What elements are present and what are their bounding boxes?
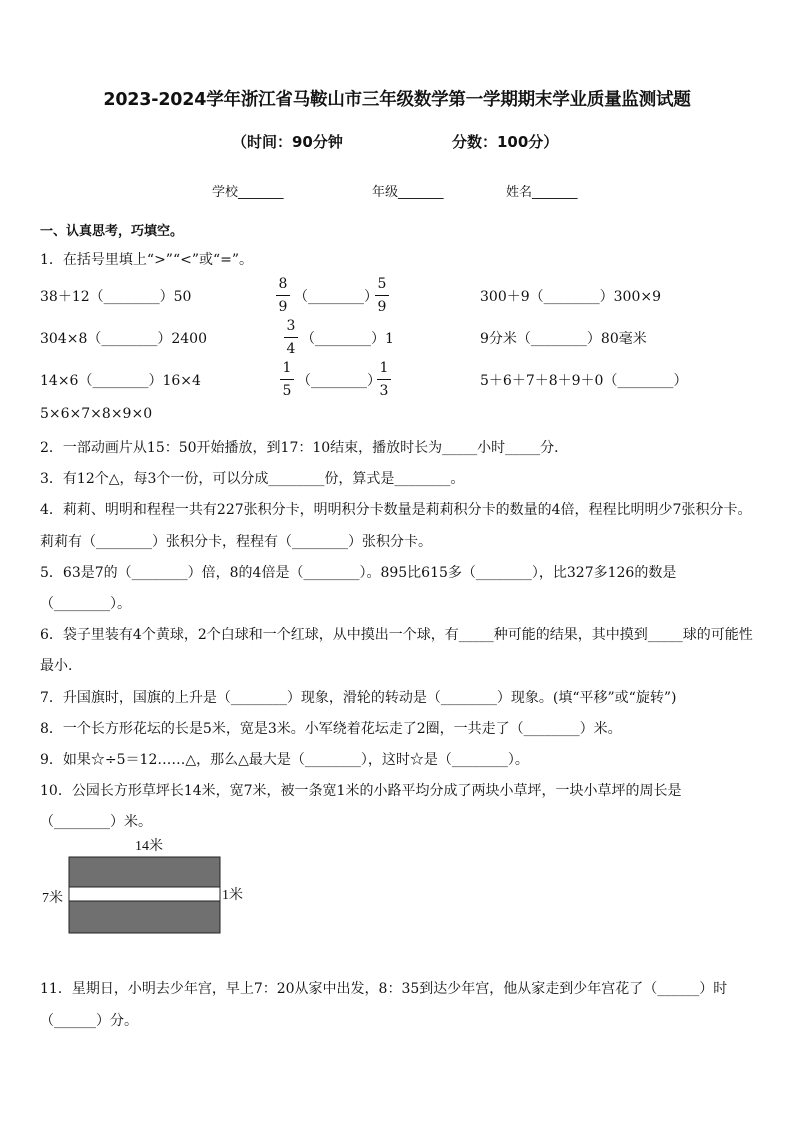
- fraction-bar: [284, 337, 298, 338]
- fraction: [280, 358, 294, 401]
- lawn-diagram: [40, 836, 260, 936]
- path-width-label: 1米: [222, 888, 243, 903]
- q1-stem: 1．在括号里填上“>”“<”或“=”。: [40, 252, 254, 268]
- question-2: 2．一部动画片从15：50开始播放，到17：10结束，播放时长为_____小时_____分．: [40, 440, 569, 456]
- q1-r3c1: 14×6（________）16×4: [40, 373, 201, 389]
- question-4-line1: 4．莉莉、明明和程程一共有227张积分卡，明明积分卡数量是莉莉积分卡的数量的4倍，程程比明明少7张积分卡。: [40, 502, 752, 518]
- fraction-bar: [280, 379, 294, 380]
- fraction: [276, 274, 290, 317]
- q1-r3c3: 5＋6＋7＋8＋9＋0（________）: [480, 373, 688, 389]
- question-4-line2: 莉莉有（________）张积分卡，程程有（________）张积分卡。: [40, 534, 432, 550]
- compare-blank: （________）: [297, 373, 381, 389]
- denominator: 9: [377, 299, 387, 315]
- denominator: 5: [282, 383, 292, 399]
- question-10-line2: （________）米。: [40, 814, 152, 830]
- name-field: 姓名_______: [506, 185, 578, 200]
- question-8: 8．一个长方形花坛的长是5米，宽是3米。小军绕着花坛走了2圈，一共走了（________）米。: [40, 721, 622, 737]
- q1-r4: 5×6×7×8×9×0: [40, 406, 153, 422]
- denominator: 9: [278, 299, 288, 315]
- fraction-bar: [377, 379, 391, 380]
- fraction: [375, 274, 389, 317]
- question-3: 3．有12个△，每3个一份，可以分成________份，算式是________。: [40, 471, 465, 487]
- numerator: 1: [282, 360, 292, 376]
- question-9: 9．如果☆÷5＝12……△，那么△最大是（________），这时☆是（________）。: [40, 752, 529, 768]
- denominator: 3: [379, 383, 389, 399]
- question-5-line1: 5．63是7的（________）倍，8的4倍是（________）。895比615多（________），比327多126的数是: [40, 565, 677, 581]
- numerator: 1: [379, 360, 389, 376]
- compare-blank: （________）: [294, 289, 378, 305]
- question-10-line1: 10．公园长方形草坪长14米，宽7米，被一条宽1米的小路平均分成了两块小草坪，一块小草坪的周长是: [40, 783, 682, 799]
- page-title: 2023-2024学年浙江省马鞍山市三年级数学第一学期期末学业质量监测试题: [103, 90, 691, 110]
- question-5-line2: （________）。: [40, 596, 131, 612]
- compare-blank: （________）1: [301, 331, 394, 347]
- length-label: 14米: [135, 839, 163, 854]
- exam-time: （时间：90分钟: [232, 133, 343, 151]
- fraction-bar: [375, 295, 389, 296]
- q1-r2c3: 9分米（________）80毫米: [480, 331, 647, 347]
- numerator: 3: [286, 318, 296, 334]
- school-field: 学校_______: [212, 185, 284, 200]
- numerator: 8: [278, 276, 288, 292]
- fraction-bar: [276, 295, 290, 296]
- q1-r1c1: 38＋12（________）50: [40, 289, 192, 305]
- q1-r2c1: 304×8（________）2400: [40, 331, 207, 347]
- fraction: [284, 316, 298, 359]
- fraction: [377, 358, 391, 401]
- exam-score: 分数：100分）: [452, 133, 559, 151]
- grade-field: 年级_______: [372, 185, 444, 200]
- numerator: 5: [377, 276, 387, 292]
- width-label: 7米: [42, 891, 63, 906]
- q1-r1c3: 300＋9（________）300×9: [480, 289, 661, 305]
- question-6-line2: 最小．: [40, 658, 82, 674]
- question-6-line1: 6．袋子里装有4个黄球，2个白球和一个红球，从中摸出一个球，有_____种可能的结果，其中摸到_____球的可能性: [40, 627, 753, 643]
- question-11-line2: （______）分。: [40, 1013, 138, 1029]
- section-title: 一、认真思考，巧填空。: [40, 224, 184, 239]
- path-strip: [69, 887, 220, 901]
- question-7: 7．升国旗时，国旗的上升是（________）现象，滑轮的转动是（________）现象。(填“平移”或“旋转”): [40, 690, 677, 706]
- question-11-line1: 11．星期日，小明去少年宫，早上7：20从家中出发，8：35到达少年宫，他从家走到少年宫花了（______）时: [40, 981, 728, 997]
- denominator: 4: [286, 341, 296, 357]
